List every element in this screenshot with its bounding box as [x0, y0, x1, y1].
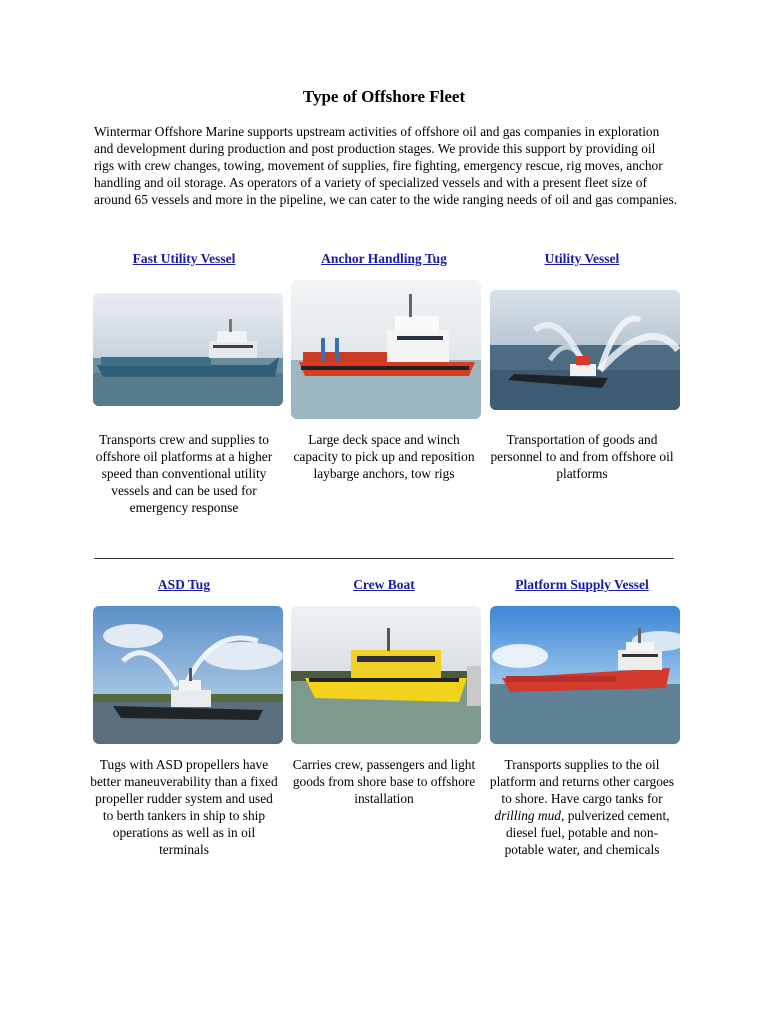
- asd-tug-photo: [93, 606, 283, 744]
- section-divider: [94, 558, 674, 559]
- psv-description-part-1: Transports supplies to the oil platform and returns other cargoes to shore. Have cargo tanks for: [489, 757, 675, 806]
- crew-boat-photo: [291, 606, 481, 744]
- link-fast-utility-vessel[interactable]: Fast Utility Vessel: [132, 251, 236, 266]
- intro-paragraph: Wintermar Offshore Marine supports upstream activities of offshore oil and gas companies in exploration and development during production and post production stages. We provide this support by providing oil rigs with crew changes, towing, movement of supplies, fire fighting, emergency rescue, rig moves, anchor handling and oil storage. As operators of a variety of specialized vessels and with a present fleet size of around 65 vessels and more in the pipeline, we can cater to the wide ranging needs of oil and gas companies.: [94, 124, 678, 207]
- crew-boat-description: Carries crew, passengers and light goods from shore base to offshore installation: [292, 757, 476, 806]
- link-utility-vessel[interactable]: Utility Vessel: [544, 251, 620, 266]
- page-title: Type of Offshore Fleet: [302, 87, 466, 106]
- anchor-handling-tug-photo: [291, 280, 481, 419]
- platform-supply-vessel-photo: [490, 606, 680, 744]
- asd-tug-description: Tugs with ASD propellers have better maneuverability than a fixed propeller rudder system and used to berth tankers in ship to ship operations as well as in oil terminals: [90, 757, 278, 857]
- fast-utility-vessel-photo: [93, 293, 283, 406]
- link-crew-boat[interactable]: Crew Boat: [353, 577, 415, 592]
- anchor-handling-tug-description: Large deck space and winch capacity to pick up and reposition laybarge anchors, tow rigs: [293, 432, 475, 481]
- utility-vessel-description: Transportation of goods and personnel to and from offshore oil platforms: [490, 432, 674, 481]
- link-anchor-handling-tug[interactable]: Anchor Handling Tug: [321, 251, 447, 266]
- fast-utility-vessel-description: Transports crew and supplies to offshore oil platforms at a higher speed than conventional utility vessels and can be used for emergency response: [95, 432, 273, 515]
- link-platform-supply-vessel[interactable]: Platform Supply Vessel: [515, 577, 649, 592]
- psv-description-emphasis: drilling mud: [494, 807, 561, 823]
- psv-description-part-2: , pulverized cement, diesel fuel, potable and non-potable water, and chemicals: [504, 807, 670, 857]
- platform-supply-vessel-description: [487, 757, 677, 858]
- link-asd-tug[interactable]: ASD Tug: [157, 577, 211, 592]
- utility-vessel-photo: [490, 290, 680, 410]
